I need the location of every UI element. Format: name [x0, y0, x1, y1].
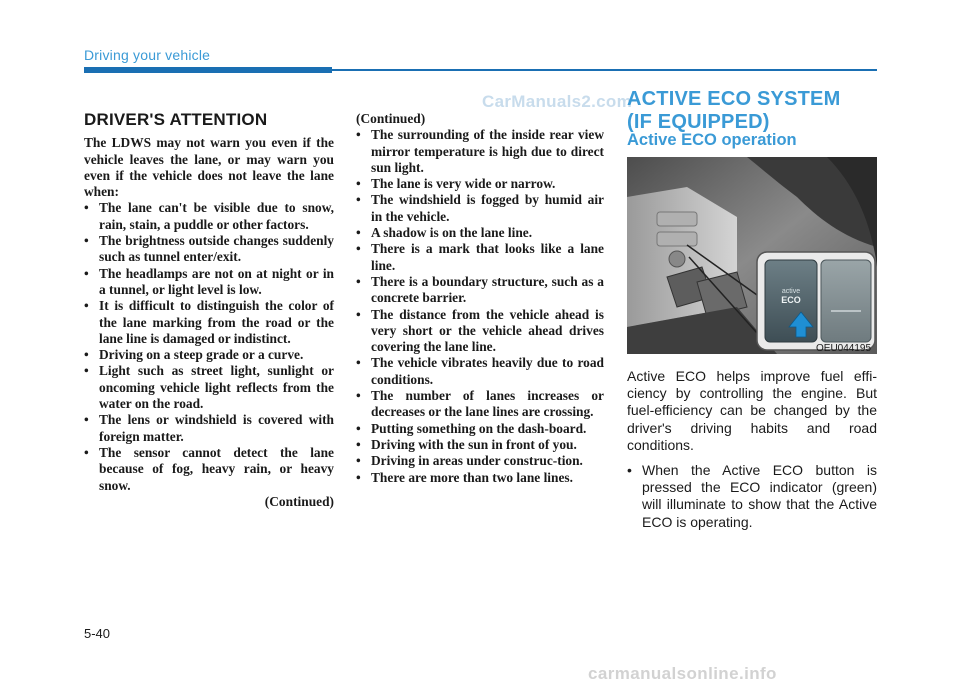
header-bar [84, 67, 332, 73]
drivers-attention-intro: The LDWS may not warn you even if the vehicle leaves the lane, or may warn you even if the vehicle does not leave the lane when: [84, 135, 334, 200]
continued-heading: (Continued) [356, 111, 426, 126]
bullet-icon: • [627, 462, 632, 479]
list-item: • Driving on a steep grade or a curve. [84, 347, 304, 363]
active-eco-list [627, 462, 877, 531]
active-eco-title [627, 88, 840, 134]
title-line-2: (IF EQUIPPED) [627, 111, 770, 133]
bullet-icon: • [356, 388, 361, 404]
list-item: • Light such as street light, sunlight or oncoming vehicle light reflects from the water on the road. [84, 363, 334, 412]
active-eco-paragraph: Active ECO helps improve fuel effi-ciency by controlling the engine. But fuel-efficiency can be changed by the driver's driving habits and road conditions. [627, 368, 877, 453]
list-item: • The lens or windshield is covered with foreign matter. [84, 412, 334, 444]
bullet-icon: • [356, 436, 361, 452]
list-item: • Putting something on the dash-board. [356, 420, 587, 436]
bullet-icon: • [356, 469, 361, 485]
section-label: Driving your vehicle [84, 47, 211, 63]
continued-note: (Continued) [264, 493, 334, 509]
list-item: • It is difficult to distinguish the color of the lane marking from the road or the lane line is damaged or indistinct. [84, 298, 334, 346]
dashboard-illustration [627, 157, 877, 354]
drivers-attention-list [84, 200, 334, 493]
bullet-icon: • [356, 241, 361, 257]
column-continued [356, 111, 604, 486]
list-item: • Driving in areas under construc-tion. [356, 453, 583, 469]
list-item: • A shadow is on the lane line. [356, 225, 533, 241]
active-eco-figure [627, 157, 877, 354]
header-rule [332, 69, 877, 71]
list-item: • The number of lanes increases or decreases or the lane lines are crossing. [356, 388, 604, 420]
title-line-1: ACTIVE ECO SYSTEM [627, 88, 841, 110]
list-item: • The vehicle vibrates heavily due to road conditions. [356, 355, 604, 387]
list-item: • The sensor cannot detect the lane because of fog, heavy rain, or heavy snow. [84, 444, 334, 493]
active-eco-description [627, 368, 877, 531]
bullet-icon: • [356, 176, 361, 192]
bullet-icon: • [356, 306, 361, 322]
bullet-icon: • [84, 233, 89, 249]
eco-button-label-bottom: ECO [781, 295, 801, 305]
bullet-icon: • [356, 273, 361, 289]
watermark-bottom: carmanualsonline.info [588, 664, 777, 683]
figure-code: OEU044195 [816, 343, 872, 354]
bullet-icon: • [84, 412, 89, 428]
bullet-icon: • [84, 444, 89, 460]
bullet-icon: • [84, 200, 89, 216]
bullet-icon: • [84, 363, 89, 379]
list-item: • There is a mark that looks like a lane line. [356, 241, 604, 273]
list-item: • The headlamps are not on at night or in a tunnel, or light level is low. [84, 265, 334, 297]
eco-button-label-top: active [781, 288, 801, 295]
column-drivers-attention [84, 110, 334, 510]
list-item: • The distance from the vehicle ahead is very short or the vehicle ahead drives covering the lane line. [356, 306, 604, 355]
bullet-icon: • [356, 420, 361, 436]
bullet-icon: • [356, 225, 361, 241]
list-item: • The brightness outside changes suddenly such as tunnel enter/exit. [84, 233, 334, 265]
list-item: • The surrounding of the inside rear view mirror temperature is high due to direct sun light. [356, 127, 604, 175]
bullet-icon: • [356, 453, 361, 469]
list-item: • Driving with the sun in front of you. [356, 436, 577, 452]
list-item: • When the Active ECO button is pressed the ECO indicator (green) will illuminate to show that the Active ECO is operating. [627, 462, 877, 530]
bullet-icon: • [84, 265, 89, 281]
watermark-top: CarManuals2.com [482, 92, 632, 111]
continued-list [356, 127, 604, 486]
bullet-icon: • [356, 192, 361, 208]
list-item: • The lane can't be visible due to snow, rain, stain, a puddle or other factors. [84, 200, 334, 232]
bullet-icon: • [84, 347, 89, 363]
list-item: • There is a boundary structure, such as a concrete barrier. [356, 273, 604, 306]
bullet-icon: • [84, 298, 89, 314]
list-item: • The windshield is fogged by humid air in the vehicle. [356, 192, 604, 224]
list-item: • The lane is very wide or narrow. [356, 176, 556, 192]
drivers-attention-heading: DRIVER'S ATTENTION [84, 110, 268, 129]
page-number: 5-40 [84, 626, 111, 641]
active-eco-subtitle: Active ECO operation [627, 131, 797, 149]
list-item: • There are more than two lane lines. [356, 469, 573, 485]
bullet-icon: • [356, 127, 361, 143]
bullet-icon: • [356, 355, 361, 371]
